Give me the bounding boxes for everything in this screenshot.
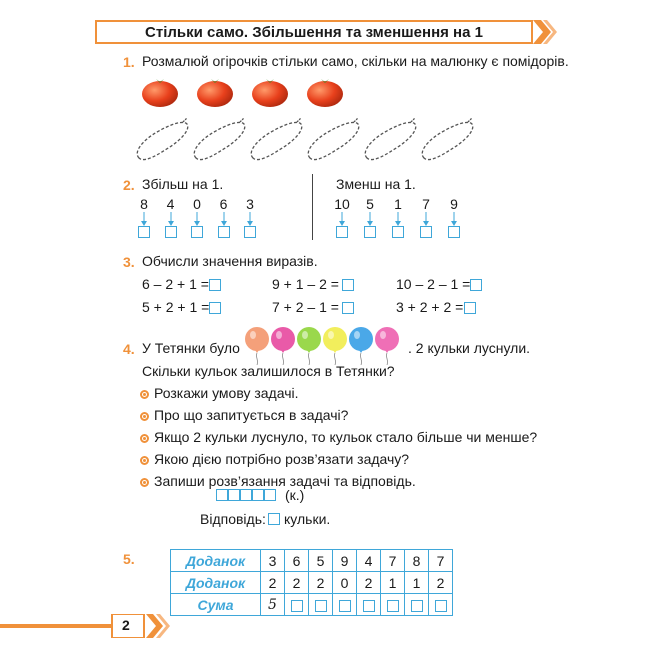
table-cell[interactable] <box>381 594 405 616</box>
bullet-icon <box>140 456 149 465</box>
answer-box[interactable] <box>435 600 447 612</box>
expression-5: 7 + 2 – 1 = <box>272 299 339 315</box>
table-row <box>171 550 453 572</box>
task3-text: Обчисли значення виразів. <box>142 253 318 269</box>
solution-box[interactable] <box>240 489 252 501</box>
answer-unit: кульки. <box>284 511 331 527</box>
answer-box[interactable] <box>342 302 354 314</box>
table-cell: 5 <box>309 550 333 572</box>
answer-box[interactable] <box>218 226 230 238</box>
answer-box[interactable] <box>364 226 376 238</box>
answer-box[interactable] <box>191 226 203 238</box>
task4-question: Скільки кульок залишилося в Тетянки? <box>142 363 395 379</box>
bullet-item: Про що запитується в задачі? <box>154 407 349 423</box>
tomato-icon <box>306 76 344 108</box>
arrow-down-icon <box>167 212 175 226</box>
task4-text-after: . 2 кульки луснули. <box>408 340 531 356</box>
table-cell: 2 <box>357 572 381 594</box>
answer-box[interactable] <box>138 226 150 238</box>
table-cell: 7 <box>429 550 453 572</box>
answer-box[interactable] <box>209 279 221 291</box>
answer-box[interactable] <box>244 226 256 238</box>
solution-unit: (к.) <box>285 487 305 503</box>
cucumber-outline[interactable] <box>247 118 305 164</box>
bullet-item: Якою дією потрібно розв’язати задачу? <box>154 451 410 467</box>
bullet-item: Якщо 2 кульки луснуло, то кульок стало більше чи менше? <box>154 429 538 445</box>
sequence-number: 7 <box>422 196 430 212</box>
arrow-down-icon <box>193 212 201 226</box>
sequence-number: 5 <box>366 196 374 212</box>
balloon-icon <box>348 327 374 365</box>
arrow-down-icon <box>140 212 148 226</box>
table-cell[interactable] <box>405 594 429 616</box>
answer-box[interactable] <box>420 226 432 238</box>
sequence-number: 10 <box>334 196 350 212</box>
cucumber-outline[interactable] <box>418 118 476 164</box>
solution-box[interactable] <box>264 489 276 501</box>
task4-number: 4. <box>123 341 135 357</box>
arrow-down-icon <box>450 212 458 226</box>
expression-1: 6 – 2 + 1 = <box>142 276 209 292</box>
solution-box[interactable] <box>216 489 228 501</box>
table-cell: 2 <box>285 572 309 594</box>
row-header: Доданок <box>171 550 261 572</box>
table-cell: 1 <box>405 572 429 594</box>
task1-text: Розмалюй огірочків стільки само, скільки на малюнку є помідорів. <box>142 53 569 69</box>
balloon-icon <box>270 327 296 365</box>
answer-box[interactable] <box>363 600 375 612</box>
task2-right-label: Зменш на 1. <box>336 176 416 192</box>
expression-2: 9 + 1 – 2 = <box>272 276 339 292</box>
task5-number: 5. <box>123 551 135 567</box>
solution-box[interactable] <box>228 489 240 501</box>
sequence-number: 8 <box>140 196 148 212</box>
arrow-down-icon <box>220 212 228 226</box>
sequence-number: 9 <box>450 196 458 212</box>
bullet-icon <box>140 478 149 487</box>
balloon-icon <box>244 327 270 365</box>
cucumber-outline[interactable] <box>190 118 248 164</box>
table-cell[interactable] <box>261 594 285 616</box>
table-cell: 1 <box>381 572 405 594</box>
answer-box[interactable] <box>342 279 354 291</box>
answer-box[interactable] <box>448 226 460 238</box>
answer-box[interactable] <box>339 600 351 612</box>
balloon-icon <box>322 327 348 365</box>
task1-number: 1. <box>123 54 135 70</box>
answer-box[interactable] <box>291 600 303 612</box>
answer-label: Відповідь: <box>200 511 266 527</box>
balloon-icon <box>296 327 322 365</box>
answer-box[interactable] <box>470 279 482 291</box>
sequence-number: 3 <box>246 196 254 212</box>
header-banner <box>95 20 555 44</box>
cucumber-outline[interactable] <box>133 118 191 164</box>
row-header: Доданок <box>171 572 261 594</box>
balloon-icon <box>374 327 400 365</box>
task2-number: 2. <box>123 177 135 193</box>
filled-answer: 5 <box>268 597 277 613</box>
solution-box[interactable] <box>252 489 264 501</box>
header-box <box>95 20 533 44</box>
page-footer-bar <box>0 614 170 638</box>
task4-text-before: У Тетянки було <box>142 340 240 356</box>
sequence-number: 4 <box>166 196 175 212</box>
expression-6: 3 + 2 + 2 = <box>396 299 464 315</box>
answer-box[interactable] <box>411 600 423 612</box>
arrow-down-icon <box>394 212 402 226</box>
bullet-icon <box>140 412 149 421</box>
table-cell: 2 <box>309 572 333 594</box>
task2-left-label: Збільш на 1. <box>142 176 224 192</box>
tomato-icon <box>196 76 234 108</box>
bullet-item: Розкажи умову задачі. <box>154 385 299 401</box>
table-cell[interactable] <box>285 594 309 616</box>
bullet-item: Запиши розв’язання задачі та відповідь. <box>154 473 416 489</box>
table-row <box>171 594 453 616</box>
task3-number: 3. <box>123 254 135 270</box>
expression-4: 5 + 2 + 1 = <box>142 299 210 315</box>
table-cell[interactable] <box>309 594 333 616</box>
tomato-icon <box>141 76 179 108</box>
table-cell: 0 <box>333 572 357 594</box>
table-cell: 6 <box>285 550 309 572</box>
answer-box[interactable] <box>464 302 476 314</box>
chevron-right-icon <box>531 20 557 44</box>
bullet-icon <box>140 434 149 443</box>
row-header: Сума <box>171 594 261 616</box>
sequence-number: 0 <box>193 196 201 212</box>
sequence-number: 6 <box>219 196 228 212</box>
table-cell[interactable] <box>429 594 453 616</box>
table-cell: 4 <box>357 550 381 572</box>
arrow-down-icon <box>422 212 430 226</box>
page-number: 2 <box>122 617 130 633</box>
divider-line <box>312 174 313 240</box>
table-cell: 9 <box>333 550 357 572</box>
answer-box[interactable] <box>209 302 221 314</box>
cucumber-outline[interactable] <box>304 118 362 164</box>
table-cell[interactable] <box>357 594 381 616</box>
page-title: Стільки само. Збільшення та зменшення на 1 <box>145 23 483 41</box>
answer-box[interactable] <box>268 513 280 525</box>
arrow-down-icon <box>246 212 254 226</box>
sequence-number: 1 <box>394 196 402 212</box>
tomato-icon <box>251 76 289 108</box>
table-cell: 8 <box>405 550 429 572</box>
answer-box[interactable] <box>165 226 177 238</box>
answer-box[interactable] <box>315 600 327 612</box>
answer-box[interactable] <box>387 600 399 612</box>
table-cell: 2 <box>429 572 453 594</box>
table-cell: 3 <box>261 550 285 572</box>
addition-table <box>170 549 453 616</box>
table-cell: 2 <box>261 572 285 594</box>
arrow-down-icon <box>366 212 374 226</box>
answer-box[interactable] <box>336 226 348 238</box>
bullet-icon <box>140 390 149 399</box>
table-cell[interactable] <box>333 594 357 616</box>
expression-3: 10 – 2 – 1 = <box>396 276 471 292</box>
cucumber-outline[interactable] <box>361 118 419 164</box>
arrow-down-icon <box>338 212 346 226</box>
solution-boxes[interactable] <box>216 489 276 501</box>
answer-box[interactable] <box>392 226 404 238</box>
table-row <box>171 572 453 594</box>
table-cell: 7 <box>381 550 405 572</box>
